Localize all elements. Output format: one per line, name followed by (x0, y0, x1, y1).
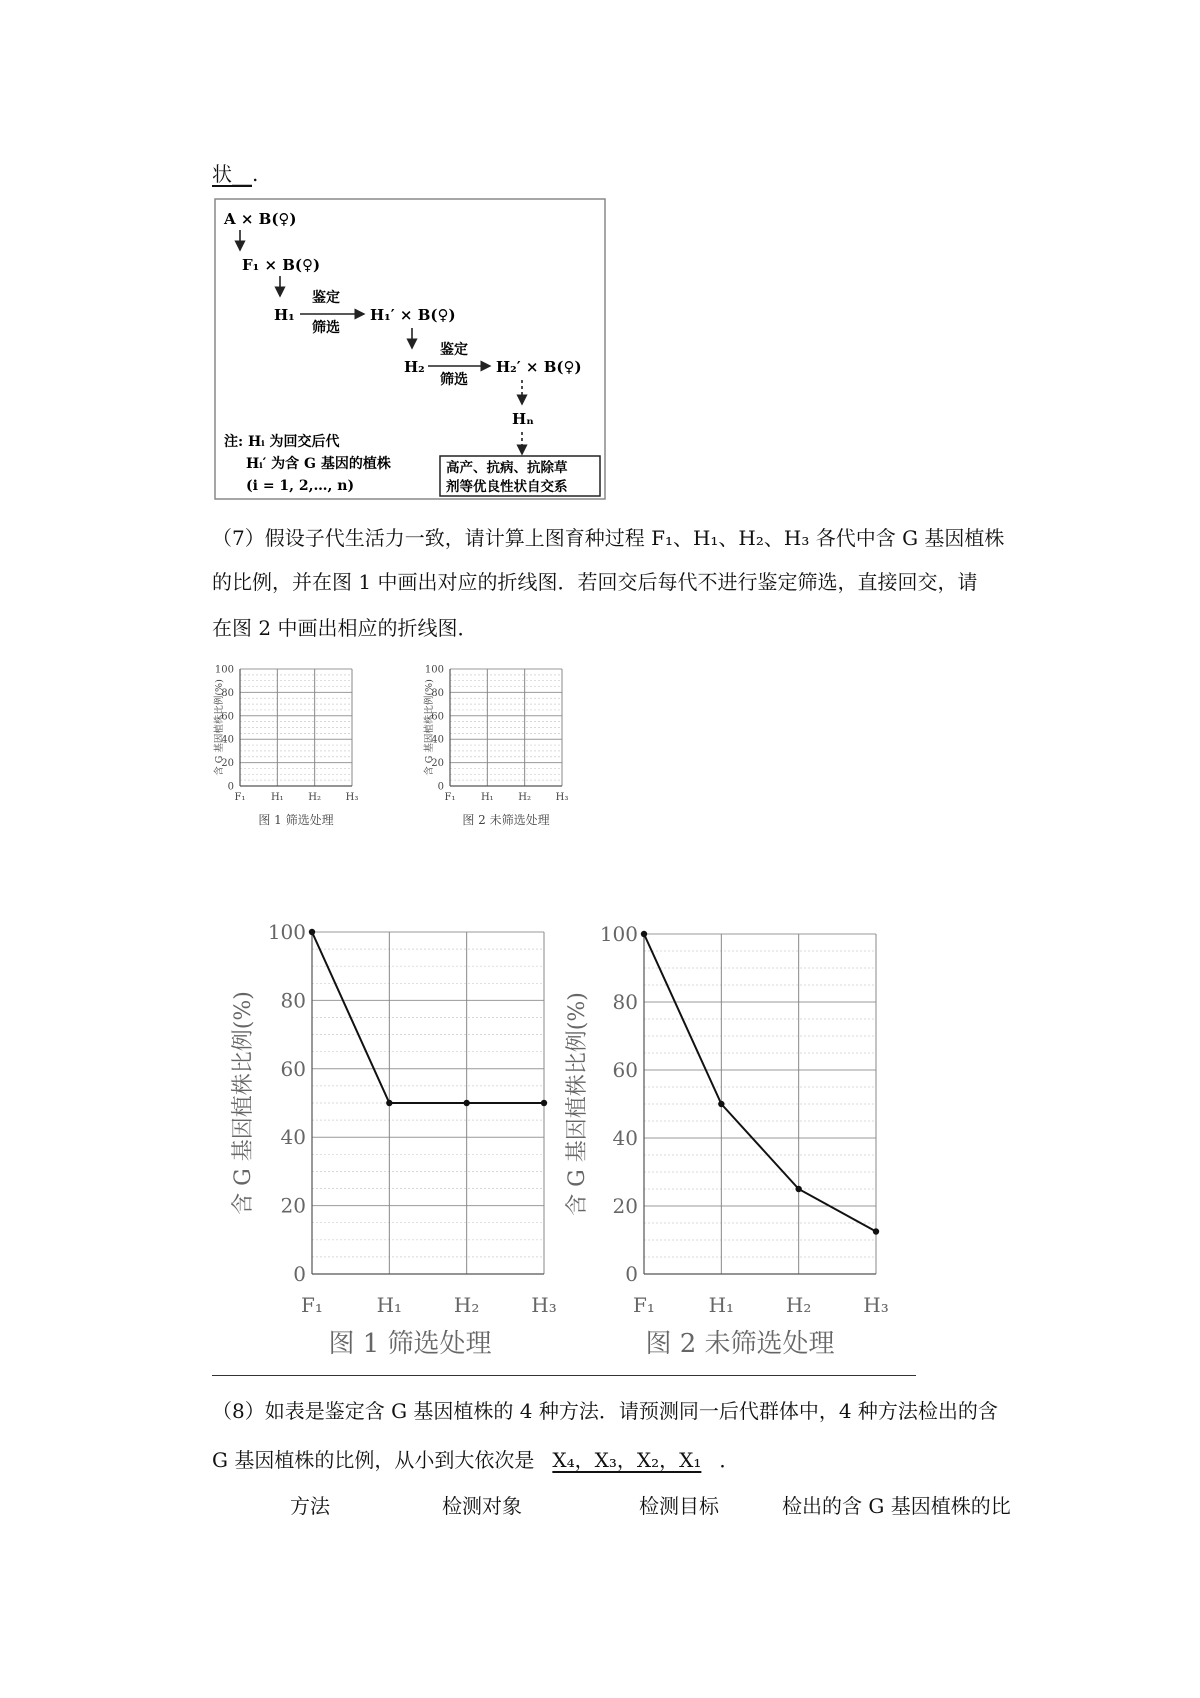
y-axis-title-2: 含 G 基因植株比例(%) (424, 679, 435, 776)
y-tick-label-3: 40 (280, 1125, 306, 1150)
series-line-4 (644, 934, 876, 1232)
section-divider (212, 1375, 916, 1376)
diagram-h1: H₁ (274, 306, 295, 324)
x-tick-label-4: H₂ (785, 1293, 812, 1317)
chart-title-1: 图 1 筛选处理 (258, 813, 334, 827)
y-tick-label-1: 100 (214, 664, 234, 676)
table-header-method: 方法 (290, 1494, 330, 1518)
x-tick-label-2: F₁ (444, 792, 456, 803)
diagram-note3: (i = 1, 2,…, n) (246, 478, 355, 494)
q7-line1: （7）假设子代生活力一致，请计算上图育种过程 F₁、H₁、H₂、H₃ 各代中含 G 基因植株 (212, 526, 1005, 550)
y-tick-label-3: 60 (280, 1056, 306, 1081)
q7-line2: 的比例，并在图 1 中画出对应的折线图．若回交后每代不进行鉴定筛选，直接回交，请 (212, 570, 978, 594)
x-tick-label-4: H₃ (863, 1293, 889, 1317)
y-axis-title-4: 含 G 基因植株比例(%) (565, 992, 590, 1216)
breeding-diagram-svg (214, 198, 606, 500)
table-header-object: 检测对象 (442, 1494, 522, 1518)
data-point-3 (309, 929, 315, 935)
q7-line3: 在图 2 中画出相应的折线图． (212, 616, 478, 640)
q8-line2-prefix: G 基因植株的比例，从小到大依次是 (212, 1448, 535, 1472)
y-tick-label-2: 100 (424, 664, 444, 676)
y-tick-label-4: 40 (612, 1126, 638, 1150)
diagram-frame (215, 199, 605, 499)
diagram-row2: F₁ × B(♀) (242, 256, 321, 274)
x-tick-label-1: H₂ (308, 792, 322, 803)
table-header-target: 检测目标 (639, 1494, 719, 1518)
y-tick-label-2: 80 (431, 687, 444, 699)
data-point-4 (873, 1228, 879, 1234)
arrow-label-top-2: 鉴定 (440, 342, 468, 358)
x-tick-label-3: F₁ (301, 1293, 323, 1317)
y-tick-label-1: 80 (221, 687, 234, 699)
data-point-3 (386, 1100, 392, 1106)
y-tick-label-2: 40 (431, 734, 444, 746)
diagram-h2: H₂ (404, 358, 425, 376)
chart-title-3: 图 1 筛选处理 (328, 1329, 492, 1359)
y-tick-label-3: 80 (280, 988, 306, 1013)
q8-answer: X₄，X₃，X₂，X₁ (552, 1448, 702, 1472)
arrow-label-bottom-2: 筛选 (440, 372, 468, 388)
chart-fig2-blank (420, 664, 616, 900)
diagram-result1: 高产、抗病、抗除草 (446, 460, 568, 476)
diagram-result2: 剂等优良性状自交系 (446, 479, 568, 495)
y-tick-label-3: 100 (267, 920, 306, 944)
x-tick-label-1: H₃ (345, 792, 359, 803)
x-tick-label-2: H₃ (555, 792, 569, 803)
x-tick-label-4: H₁ (708, 1293, 735, 1317)
x-tick-label-3: H₃ (531, 1293, 557, 1317)
chart-title-4: 图 2 未筛选处理 (645, 1329, 835, 1359)
breeding-diagram (214, 198, 606, 500)
q8-line1: （8）如表是鉴定含 G 基因植株的 4 种方法．请预测同一后代群体中，4 种方法检出的含 (212, 1399, 998, 1423)
y-tick-label-2: 20 (431, 758, 444, 770)
y-tick-label-3: 0 (293, 1262, 306, 1286)
x-tick-label-1: H₁ (270, 792, 284, 803)
y-tick-label-4: 60 (612, 1058, 638, 1082)
q8-line2-suffix: ． (719, 1448, 740, 1472)
arrow-label-top-1: 鉴定 (312, 290, 340, 306)
y-tick-label-1: 60 (221, 711, 234, 723)
chart-fig2-answer (562, 910, 892, 1370)
y-tick-label-1: 0 (227, 781, 234, 793)
y-axis-title-1: 含 G 基因植株比例(%) (214, 679, 225, 776)
y-tick-label-4: 0 (625, 1262, 638, 1286)
diagram-h1-prime: H₁′ × B(♀) (370, 306, 456, 324)
data-point-4 (795, 1186, 801, 1192)
intro-tail-text: 状 (212, 162, 232, 186)
y-axis-title-3: 含 G 基因植株比例(%) (231, 991, 256, 1215)
data-point-4 (718, 1101, 724, 1107)
diagram-hn: Hₙ (512, 410, 534, 428)
y-tick-label-4: 100 (599, 922, 638, 946)
y-tick-label-1: 20 (221, 758, 234, 770)
x-tick-label-2: H₂ (518, 792, 532, 803)
y-tick-label-2: 0 (437, 781, 444, 793)
data-point-3 (541, 1100, 547, 1106)
arrow-label-bottom-1: 筛选 (312, 320, 340, 336)
data-point-4 (641, 931, 647, 937)
x-tick-label-3: H₁ (376, 1293, 403, 1317)
y-tick-label-2: 60 (431, 711, 444, 723)
diagram-note1: 注: Hᵢ 为回交后代 (224, 434, 340, 450)
y-tick-label-4: 80 (612, 990, 638, 1014)
intro-tail-period: . (252, 162, 259, 186)
y-tick-label-4: 20 (612, 1194, 638, 1218)
chart-title-2: 图 2 未筛选处理 (462, 813, 550, 827)
table-header-ratio: 检出的含 G 基因植株的比 (782, 1494, 1011, 1518)
x-tick-label-1: F₁ (234, 792, 246, 803)
x-tick-label-3: H₂ (453, 1293, 480, 1317)
diagram-note2: Hᵢ′ 为含 G 基因的植株 (246, 456, 391, 472)
chart-fig1-blank (210, 664, 406, 900)
y-tick-label-1: 40 (221, 734, 234, 746)
q8-line2 (212, 1446, 739, 1474)
x-tick-label-2: H₁ (480, 792, 494, 803)
x-tick-label-4: F₁ (633, 1293, 655, 1317)
diagram-h2-prime: H₂′ × B(♀) (496, 358, 582, 376)
y-tick-label-3: 20 (280, 1193, 306, 1218)
data-point-3 (463, 1100, 469, 1106)
diagram-row1: A × B(♀) (224, 210, 297, 228)
intro-tail (212, 160, 258, 188)
intro-tail-blank: __ (232, 162, 252, 186)
chart-fig1-answer (226, 910, 562, 1370)
